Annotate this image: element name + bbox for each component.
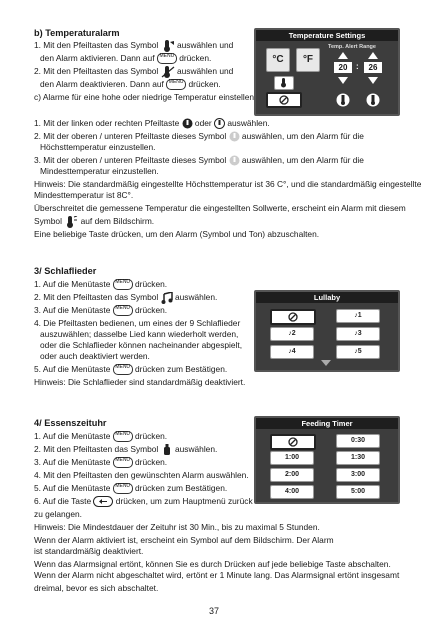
menu-key-icon: MENU <box>113 305 133 316</box>
text-line: Wenn das Alarmsignal ertönt, können Sie es durch Drücken auf jede beliebige Taste abschalten. <box>34 559 391 569</box>
text-line: 2. Mit den Pfeiltasten das Symbol auswählen. <box>34 292 218 303</box>
arrow-up-icon <box>338 52 348 59</box>
low-temp-icon <box>229 155 240 166</box>
text-line: 2. Mit der oberen / unteren Pfeiltaste dieses Symbol auswählen, um den Alarm für die <box>34 131 364 141</box>
screen-title: Feeding Timer <box>256 418 398 429</box>
text-line: oder auch deaktiviert werden. <box>40 351 150 361</box>
low-temp-value: 20 <box>334 62 352 73</box>
timer-option: 1:00 <box>270 451 314 465</box>
arrow-up-icon <box>368 52 378 59</box>
screen-title: Lullaby <box>256 292 398 303</box>
text-line: 5. Auf die Menütaste MENU drücken zum Bestätigen. <box>34 483 228 493</box>
text-line: den Alarm aktivieren. Dann auf MENU drücken. <box>40 53 212 63</box>
feeding-timer-screen <box>254 416 400 504</box>
menu-key-icon: MENU <box>113 279 133 290</box>
text-line: Hinweis: Die Schlaflieder sind standardmäßig deaktiviert. <box>34 377 246 387</box>
lullaby-item: ♪3 <box>336 327 380 341</box>
text-line: Mindesttemperatur einzustellen. <box>40 166 159 176</box>
page-number: 37 <box>209 606 220 616</box>
menu-key-icon: MENU <box>166 79 186 90</box>
text-line: Symbol auf dem Bildschirm. <box>34 216 155 227</box>
text-line: Hinweis: Die standardmäßig eingestellte Höchsttemperatur ist 36 C°, und die standardmäßig eingestellte <box>34 179 422 189</box>
text-line: oder die Schlaflieder können nacheinander abgespielt, <box>40 340 243 350</box>
back-key-icon <box>93 496 113 507</box>
high-temp-thermometer-icon <box>366 93 380 107</box>
timer-off-icon <box>270 434 316 450</box>
text-line: 4. Mit den Pfeiltasten den gewünschten Alarm auswählen. <box>34 470 249 480</box>
text-line: zu gelangen. <box>34 509 82 519</box>
text-line: Höchsttemperatur einzustellen. <box>40 142 156 152</box>
text-line: 1. Mit den Pfeiltasten das Symbol auswählen und <box>34 40 234 51</box>
lullaby-screen <box>254 290 400 372</box>
thermometer-alarm-icon <box>161 40 175 52</box>
left-thermometer-icon <box>182 118 193 129</box>
text-line: 2. Mit den Pfeiltasten das Symbol auswählen und <box>34 66 234 77</box>
low-temp-thermometer-icon <box>336 93 350 107</box>
text-line: dreimal, bevor es sich abschaltet. <box>34 583 159 593</box>
menu-key-icon: MENU <box>157 53 177 64</box>
text-line: ist standardmäßig deaktiviert. <box>34 546 144 556</box>
text-line: 3. Mit der oberen / unteren Pfeiltaste dieses Symbol auswählen, um den Alarm für die <box>34 155 364 165</box>
menu-key-icon: MENU <box>113 457 133 468</box>
text-line: den Alarm deaktivieren. Dann auf MENU drücken. <box>40 79 221 89</box>
feeding-bottle-icon <box>161 444 173 456</box>
alert-range-label: Temp. Alert Range <box>328 44 376 50</box>
arrow-down-icon <box>338 77 348 84</box>
right-thermometer-icon <box>214 118 225 129</box>
lullaby-item: ♪4 <box>270 345 314 359</box>
thermometer-alarm-icon <box>274 76 294 90</box>
temperature-alarm-symbol-icon <box>64 216 78 228</box>
music-note-icon <box>161 292 173 304</box>
text-line: Wenn der Alarm nicht abgeschaltet wird, ertönt er 1 Minute lang. Das Alarmsignal ertönt insgesamt <box>34 570 400 580</box>
range-separator: : <box>356 62 359 71</box>
text-line: 6. Auf die Taste drücken, um zum Hauptmenü zurück <box>34 496 253 506</box>
menu-key-icon: MENU <box>113 364 133 375</box>
timer-option: 1:30 <box>336 451 380 465</box>
thermometer-alarm-off-icon <box>161 66 175 78</box>
lullaby-item: ♪2 <box>270 327 314 341</box>
timer-option: 5:00 <box>336 485 380 499</box>
scroll-down-icon <box>321 360 331 366</box>
section-b-title: b) Temperaturalarm <box>34 28 120 38</box>
lullaby-off-icon <box>270 309 316 325</box>
timer-option: 0:30 <box>336 434 380 448</box>
text-line: Wenn der Alarm aktiviert ist, erscheint ein Symbol auf dem Bildschirm. Der Alarm <box>34 535 334 545</box>
text-line: 1. Auf die Menütaste MENU drücken. <box>34 279 168 289</box>
high-temp-icon <box>229 131 240 142</box>
screen-title: Temperature Settings <box>256 30 398 41</box>
text-line: Überschreitet die gemessene Temperatur die eingestellten Sollwerte, erscheint ein Alarm mit diesem <box>34 203 406 213</box>
text-line: 2. Mit den Pfeiltasten das Symbol auswählen. <box>34 444 218 455</box>
text-line: Eine beliebige Taste drücken, um den Alarm (Symbol und Ton) abzuschalten. <box>34 229 320 239</box>
timer-option: 3:00 <box>336 468 380 482</box>
text-line: 3. Auf die Menütaste MENU drücken. <box>34 457 168 467</box>
text-line: 4. Die Pfeiltasten bedienen, um eines der 9 Schlaflieder <box>34 318 241 328</box>
timer-option: 4:00 <box>270 485 314 499</box>
temperature-settings-screen <box>254 28 400 116</box>
text-line: Hinweis: Die Mindestdauer der Zeituhr ist 30 Min., bis zu maximal 5 Stunden. <box>34 522 320 532</box>
high-temp-value: 26 <box>364 62 382 73</box>
text-line: Mindesttemperatur ist 8C°. <box>34 190 134 200</box>
text-line: c) Alarme für eine hohe oder niedrige Temperatur einstellen <box>34 92 255 102</box>
text-line: 5. Auf die Menütaste MENU drücken zum Bestätigen. <box>34 364 228 374</box>
text-line: 1. Auf die Menütaste MENU drücken. <box>34 431 168 441</box>
arrow-down-icon <box>368 77 378 84</box>
section-4-title: 4/ Essenszeituhr <box>34 418 107 428</box>
section-3-title: 3/ Schlaflieder <box>34 266 97 276</box>
fahrenheit-button: °F <box>296 48 320 72</box>
lullaby-item: ♪1 <box>336 309 380 323</box>
timer-option: 2:00 <box>270 468 314 482</box>
text-line: 3. Auf die Menütaste MENU drücken. <box>34 305 168 315</box>
menu-key-icon: MENU <box>113 431 133 442</box>
alarm-off-icon <box>266 92 302 108</box>
text-line: auszuwählen; dasselbe Lied kann wiederholt werden, <box>40 329 239 339</box>
celsius-button: °C <box>266 48 290 72</box>
menu-key-icon: MENU <box>113 483 133 494</box>
lullaby-item: ♪5 <box>336 345 380 359</box>
text-line: 1. Mit der linken oder rechten Pfeiltaste oder auswählen. <box>34 118 270 128</box>
